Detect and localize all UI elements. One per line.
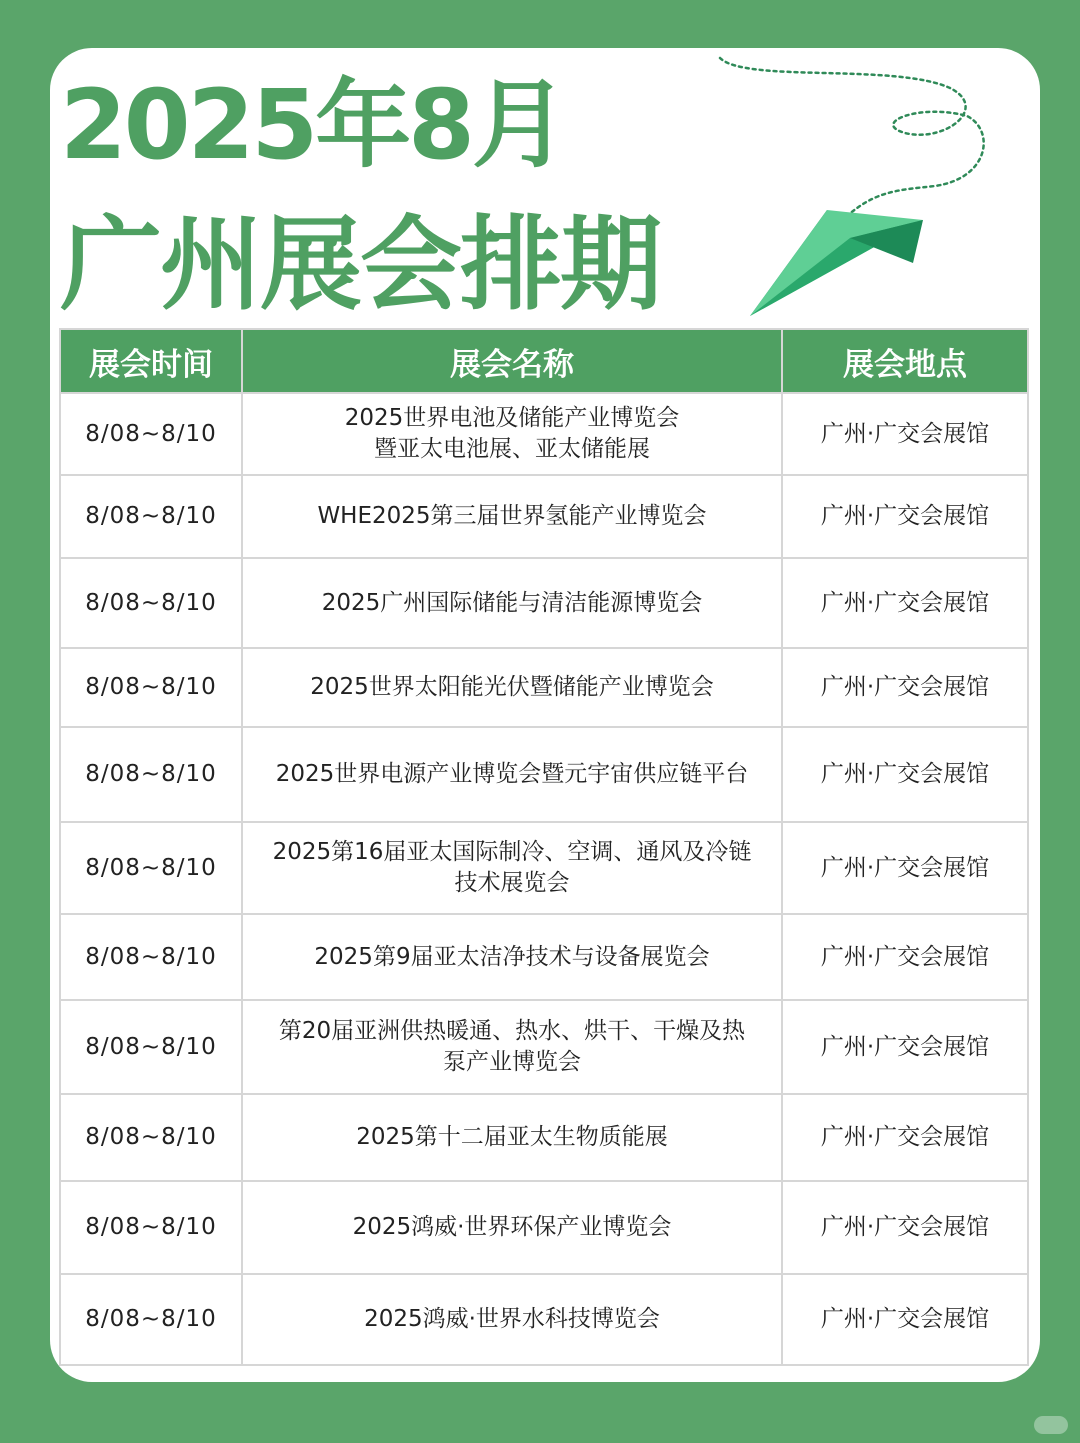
- exhibition-date: 8/08~8/10: [60, 822, 242, 914]
- page-title-subject: 广州展会排期: [60, 206, 660, 325]
- exhibition-name: 第20届亚洲供热暖通、热水、烘干、干燥及热 泵产业博览会: [242, 1000, 782, 1094]
- exhibition-name: 2025广州国际储能与清洁能源博览会: [242, 558, 782, 648]
- schedule-card: [50, 48, 1040, 1382]
- exhibition-venue: 广州·广交会展馆: [782, 1094, 1028, 1181]
- exhibition-venue: 广州·广交会展馆: [782, 822, 1028, 914]
- exhibition-date: 8/08~8/10: [60, 914, 242, 1000]
- exhibition-name: 2025第十二届亚太生物质能展: [242, 1094, 782, 1181]
- page-title-date: 2025年8月: [60, 69, 565, 181]
- exhibition-name: 2025世界太阳能光伏暨储能产业博览会: [242, 648, 782, 727]
- watermark-badge: [1034, 1416, 1068, 1434]
- exhibition-date: 8/08~8/10: [60, 393, 242, 475]
- paper-plane-icon: [705, 48, 1040, 323]
- exhibition-name: WHE2025第三届世界氢能产业博览会: [242, 475, 782, 558]
- table-row: [60, 1000, 1028, 1094]
- exhibition-date: 8/08~8/10: [60, 1181, 242, 1274]
- column-header-name: 展会名称: [242, 329, 782, 393]
- exhibition-date: 8/08~8/10: [60, 475, 242, 558]
- table-row: [60, 475, 1028, 558]
- dotted-flight-path: [720, 58, 984, 218]
- exhibition-name: 2025第16届亚太国际制冷、空调、通风及冷链 技术展览会: [242, 822, 782, 914]
- exhibition-venue: 广州·广交会展馆: [782, 558, 1028, 648]
- exhibition-venue: 广州·广交会展馆: [782, 393, 1028, 475]
- table-row: [60, 1094, 1028, 1181]
- exhibition-date: 8/08~8/10: [60, 1094, 242, 1181]
- exhibition-venue: 广州·广交会展馆: [782, 1000, 1028, 1094]
- exhibition-date: 8/08~8/10: [60, 1274, 242, 1365]
- exhibition-name: 2025鸿威·世界环保产业博览会: [242, 1181, 782, 1274]
- exhibition-venue: 广州·广交会展馆: [782, 648, 1028, 727]
- table-header-row: [60, 329, 1028, 393]
- table-row: [60, 727, 1028, 822]
- column-header-date: 展会时间: [60, 329, 242, 393]
- table-row: [60, 1181, 1028, 1274]
- table-row: [60, 914, 1028, 1000]
- table-row: [60, 1274, 1028, 1365]
- column-header-venue: 展会地点: [782, 329, 1028, 393]
- exhibition-venue: 广州·广交会展馆: [782, 475, 1028, 558]
- exhibition-date: 8/08~8/10: [60, 1000, 242, 1094]
- table-row: [60, 558, 1028, 648]
- exhibition-name: 2025世界电源产业博览会暨元宇宙供应链平台: [242, 727, 782, 822]
- exhibition-name: 2025鸿威·世界水科技博览会: [242, 1274, 782, 1365]
- exhibition-table: [59, 328, 1029, 1366]
- exhibition-date: 8/08~8/10: [60, 558, 242, 648]
- exhibition-venue: 广州·广交会展馆: [782, 727, 1028, 822]
- table-row: [60, 393, 1028, 475]
- exhibition-venue: 广州·广交会展馆: [782, 1274, 1028, 1365]
- exhibition-date: 8/08~8/10: [60, 648, 242, 727]
- exhibition-name: 2025世界电池及储能产业博览会 暨亚太电池展、亚太储能展: [242, 393, 782, 475]
- exhibition-date: 8/08~8/10: [60, 727, 242, 822]
- exhibition-venue: 广州·广交会展馆: [782, 914, 1028, 1000]
- exhibition-name: 2025第9届亚太洁净技术与设备展览会: [242, 914, 782, 1000]
- table-row: [60, 648, 1028, 727]
- table-row: [60, 822, 1028, 914]
- exhibition-venue: 广州·广交会展馆: [782, 1181, 1028, 1274]
